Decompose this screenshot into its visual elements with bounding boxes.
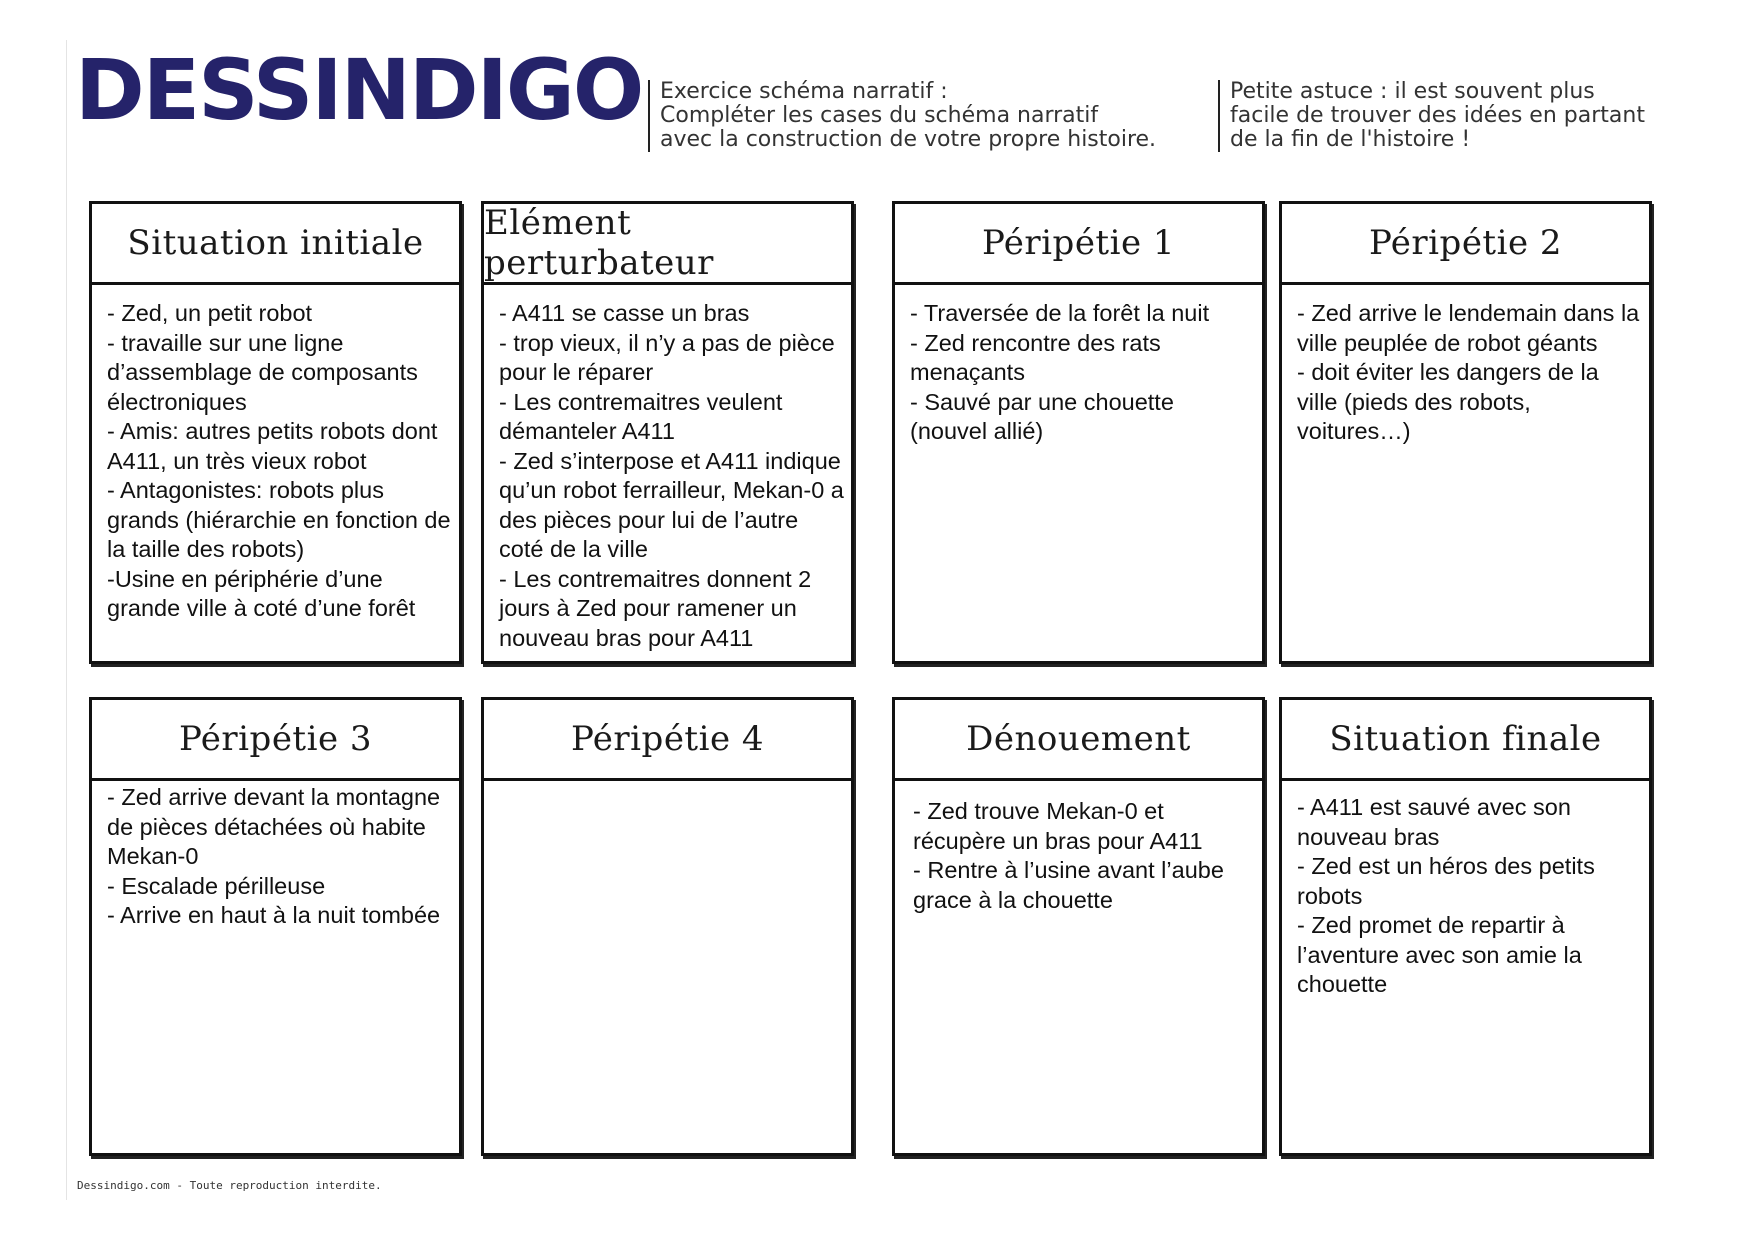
card-text-line: - travaille sur une ligne [107,329,344,356]
card-peripetie-3[interactable] [89,697,462,1156]
card-text-line: coté de la ville [499,536,648,562]
card-text-line: robots [1297,882,1363,909]
card-text-line: nouveau bras pour A411 [499,624,754,651]
card-text-line: nouveau bras [1297,823,1440,850]
card-title: Situation finale [1282,700,1649,781]
card-situation-finale[interactable] [1279,697,1652,1156]
card-text-line: - Amis: autres petits robots dont [107,418,438,444]
card-text-line: Mekan-0 [107,843,199,869]
card-situation-initiale[interactable] [89,201,462,664]
card-text-line: -Usine en périphérie d’une [107,565,383,592]
copyright-footer: Dessindigo.com - Toute reproduction interdite. [77,1179,382,1192]
card-peripetie-1[interactable] [892,201,1265,664]
card-text-line: - Zed rencontre des rats [910,329,1161,356]
card-text-line: voitures…) [1297,418,1411,444]
card-text-line: récupère un bras pour A411 [913,827,1203,854]
card-text-line: - A411 se casse un bras [499,300,750,326]
exercise-line: Exercice schéma narratif : [660,79,948,104]
card-text-line: la taille des robots) [107,536,305,562]
card-text-line: A411, un très vieux robot [107,447,367,474]
card-text-line: ville peuplée de robot géants [1297,329,1598,356]
exercise-instructions [648,80,1156,152]
card-peripetie-4[interactable] [481,697,854,1156]
card-text-line: - Antagonistes: robots plus [107,477,384,503]
card-text-line: - Zed s’interpose et A411 indique [499,447,841,474]
card-body[interactable] [484,781,851,795]
card-text-line: - Les contremaitres veulent [499,388,783,415]
card-text-line: ville (pieds des robots, [1297,388,1531,415]
card-body[interactable] [895,781,1262,915]
card-text-line: de pièces détachées où habite [107,813,426,840]
card-text-line: menaçants [910,359,1025,385]
card-text-line: - Zed promet de repartir à [1297,912,1565,938]
card-element-perturbateur[interactable] [481,201,854,664]
card-text-line: - doit éviter les dangers de la [1297,359,1599,385]
card-text-line: - Rentre à l’usine avant l’aube [913,857,1224,883]
card-title: Situation initiale [92,204,459,285]
card-body[interactable] [1282,781,1649,1000]
card-text-line: des pièces pour lui de l’autre [499,506,799,533]
card-text-line: grace à la chouette [913,886,1113,913]
card-text-line: grands (hiérarchie en fonction de [107,506,451,533]
card-title: Péripétie 1 [895,204,1262,285]
card-title: Péripétie 3 [92,700,459,781]
card-text-line: - Les contremaitres donnent 2 [499,565,812,592]
card-text-line: chouette [1297,971,1388,997]
card-text-line: qu’un robot ferrailleur, Mekan-0 a [499,477,844,503]
card-text-line: d’assemblage de composants [107,359,418,385]
card-text-line: grande ville à coté d’une forêt [107,595,416,621]
card-title: Elément perturbateur [484,204,851,285]
card-body[interactable] [92,781,459,931]
card-text-line: - A411 est sauvé avec son [1297,794,1571,820]
card-text-line: l’aventure avec son amie la [1297,941,1582,968]
card-text-line: (nouvel allié) [910,418,1044,444]
card-title: Péripétie 4 [484,700,851,781]
card-text-line: - Zed trouve Mekan-0 et [913,798,1164,824]
card-text-line: pour le réparer [499,359,654,385]
tip-line: facile de trouver des idées en partant [1230,103,1645,128]
card-denouement[interactable] [892,697,1265,1156]
card-text-line: - Escalade périlleuse [107,872,326,899]
card-text-line: - Zed est un héros des petits [1297,853,1595,879]
card-text-line: jours à Zed pour ramener un [499,595,797,621]
card-title: Péripétie 2 [1282,204,1649,285]
card-text-line: - Arrive en haut à la nuit tombée [107,902,441,928]
tip-note [1218,80,1645,152]
card-text-line: électroniques [107,388,247,415]
card-peripetie-2[interactable] [1279,201,1652,664]
card-text-line: - Zed arrive le lendemain dans la [1297,300,1640,326]
card-body[interactable] [484,285,851,653]
card-text-line: - Zed, un petit robot [107,300,313,326]
tip-line: de la fin de l'histoire ! [1230,127,1471,152]
sheet-edge [66,40,67,1200]
card-text-line: démanteler A411 [499,418,675,444]
card-text-line: - trop vieux, il n’y a pas de pièce [499,329,835,356]
tip-line: Petite astuce : il est souvent plus [1230,79,1595,104]
card-text-line: - Traversée de la forêt la nuit [910,300,1210,326]
card-body[interactable] [895,285,1262,447]
card-text-line: - Sauvé par une chouette [910,388,1174,415]
logo: DESSINDIGO [75,41,643,139]
card-body[interactable] [92,285,459,624]
card-body[interactable] [1282,285,1649,447]
exercise-line: avec la construction de votre propre histoire. [660,127,1157,152]
card-text-line: - Zed arrive devant la montagne [107,784,441,810]
card-title: Dénouement [895,700,1262,781]
exercise-line: Compléter les cases du schéma narratif [660,103,1099,128]
